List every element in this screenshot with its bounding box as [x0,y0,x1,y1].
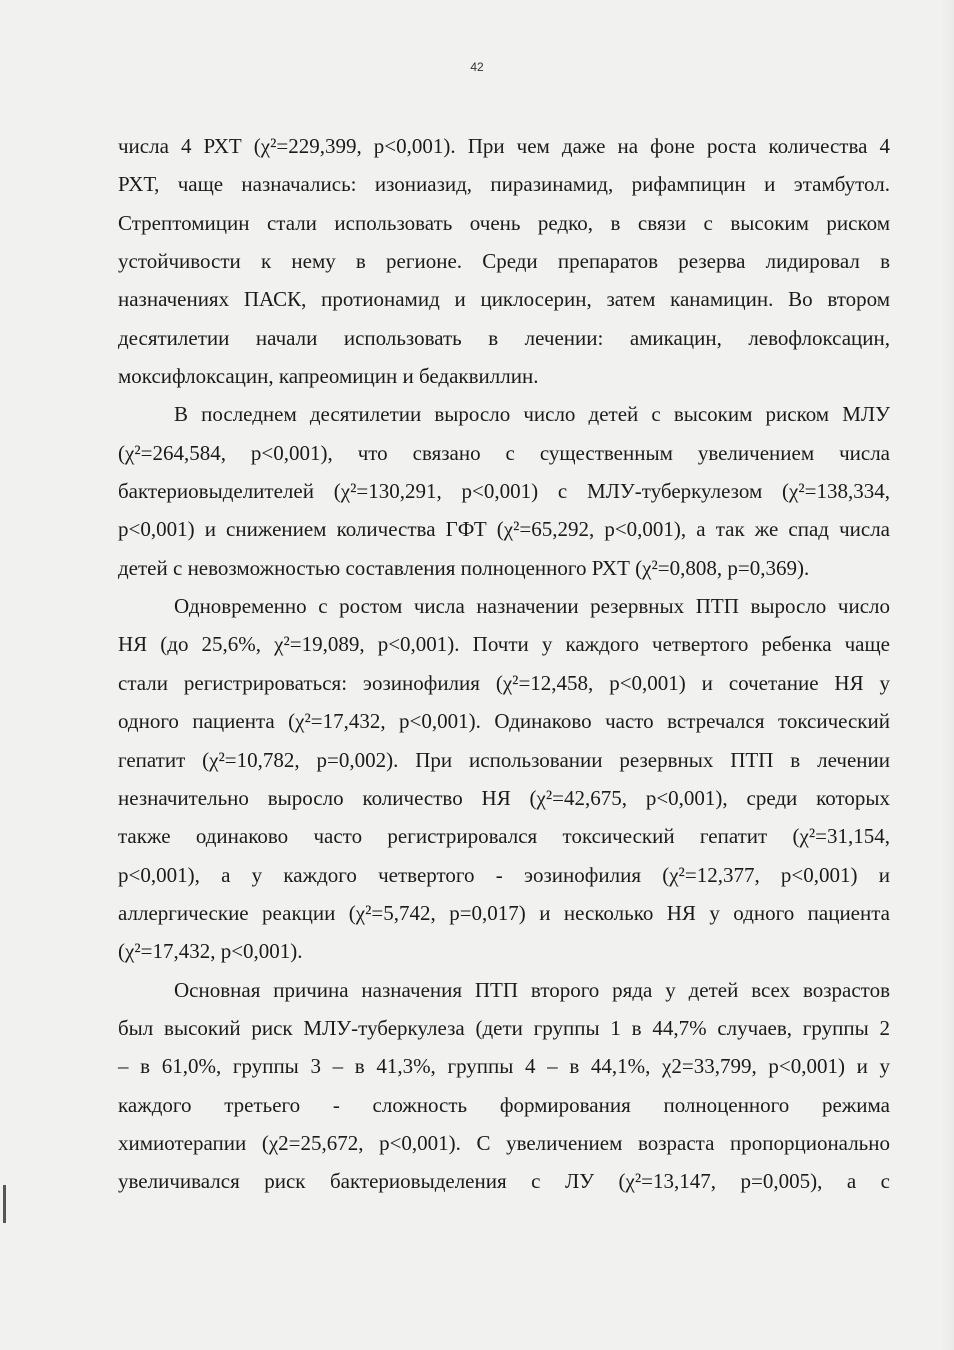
text-line: Стрептомицин стали использовать очень редко, в связи с высоким риском [118,210,890,235]
text-line: РХТ, чаще назначались: изониазид, пиразинамид, рифампицин и этамбутол. [118,172,890,197]
text-line: незначительно выросло количество НЯ (χ²=42,675, р<0,001), среди которых [118,785,890,810]
text-line: Основная причина назначения ПТП второго ряда у детей всех возрастов [174,977,890,1002]
text-line: р<0,001) и снижением количества ГФТ (χ²=65,292, р<0,001), а так же спад числа [118,517,890,542]
text-line: каждого третьего - сложность формирования полноценного режима [118,1092,890,1117]
text-line: детей с невозможностью составления полноценного РХТ (χ²=0,808, р=0,369). [118,555,810,580]
text-line: Одновременно с ростом числа назначении резервных ПТП выросло число [174,594,890,619]
text-line: также одинаково часто регистрировался токсический гепатит (χ²=31,154, [118,824,890,849]
text-line: десятилетии начали использовать в лечении: амикацин, левофлоксацин, [118,325,890,350]
text-line: стали регистрироваться: эозинофилия (χ²=12,458, р<0,001) и сочетание НЯ у [118,670,890,695]
paragraph-1 [118,127,890,395]
text-line: устойчивости к нему в регионе. Среди препаратов резерва лидировал в [118,249,890,274]
text-line: НЯ (до 25,6%, χ²=19,089, р<0,001). Почти у каждого четвертого ребенка чаще [118,632,890,657]
scan-edge-shadow [940,0,954,1350]
text-line: аллергические реакции (χ²=5,742, р=0,017) и несколько НЯ у одного пациента [118,900,890,925]
text-line: бактериовыделителей (χ²=130,291, р<0,001) с МЛУ-туберкулезом (χ²=138,334, [118,479,890,504]
text-line: одного пациента (χ²=17,432, р<0,001). Одинаково часто встречался токсический [118,709,890,734]
document-body [118,127,890,1201]
text-line: увеличивался риск бактериовыделения с ЛУ (χ²=13,147, р=0,005), а с [118,1169,890,1194]
text-line: назначениях ПАСК, протионамид и циклосерин, затем канамицин. Во втором [118,287,890,312]
paragraph-2 [118,395,890,587]
text-line: р<0,001), а у каждого четвертого - эозинофилия (χ²=12,377, р<0,001) и [118,862,890,887]
text-line: моксифлоксацин, капреомицин и бедаквиллин. [118,364,539,389]
page-number: 42 [470,60,484,74]
text-line: (χ²=264,584, р<0,001), что связано с существенным увеличением числа [118,440,890,465]
text-line: В последнем десятилетии выросло число детей с высоким риском МЛУ [174,402,890,427]
text-line: (χ²=17,432, р<0,001). [118,939,303,964]
paragraph-4 [118,971,890,1201]
text-line: химиотерапии (χ2=25,672, р<0,001). С увеличением возраста пропорционально [118,1130,890,1155]
paragraph-3 [118,587,890,970]
scan-margin-mark [3,1185,6,1223]
text-line: – в 61,0%, группы 3 – в 41,3%, группы 4 – в 44,1%, χ2=33,799, р<0,001) и у [118,1054,890,1079]
text-line: гепатит (χ²=10,782, р=0,002). При использовании резервных ПТП в лечении [118,747,890,772]
text-line: числа 4 РХТ (χ²=229,399, р<0,001). При чем даже на фоне роста количества 4 [118,134,890,158]
text-line: был высокий риск МЛУ-туберкулеза (дети группы 1 в 44,7% случаев, группы 2 [118,1015,890,1040]
